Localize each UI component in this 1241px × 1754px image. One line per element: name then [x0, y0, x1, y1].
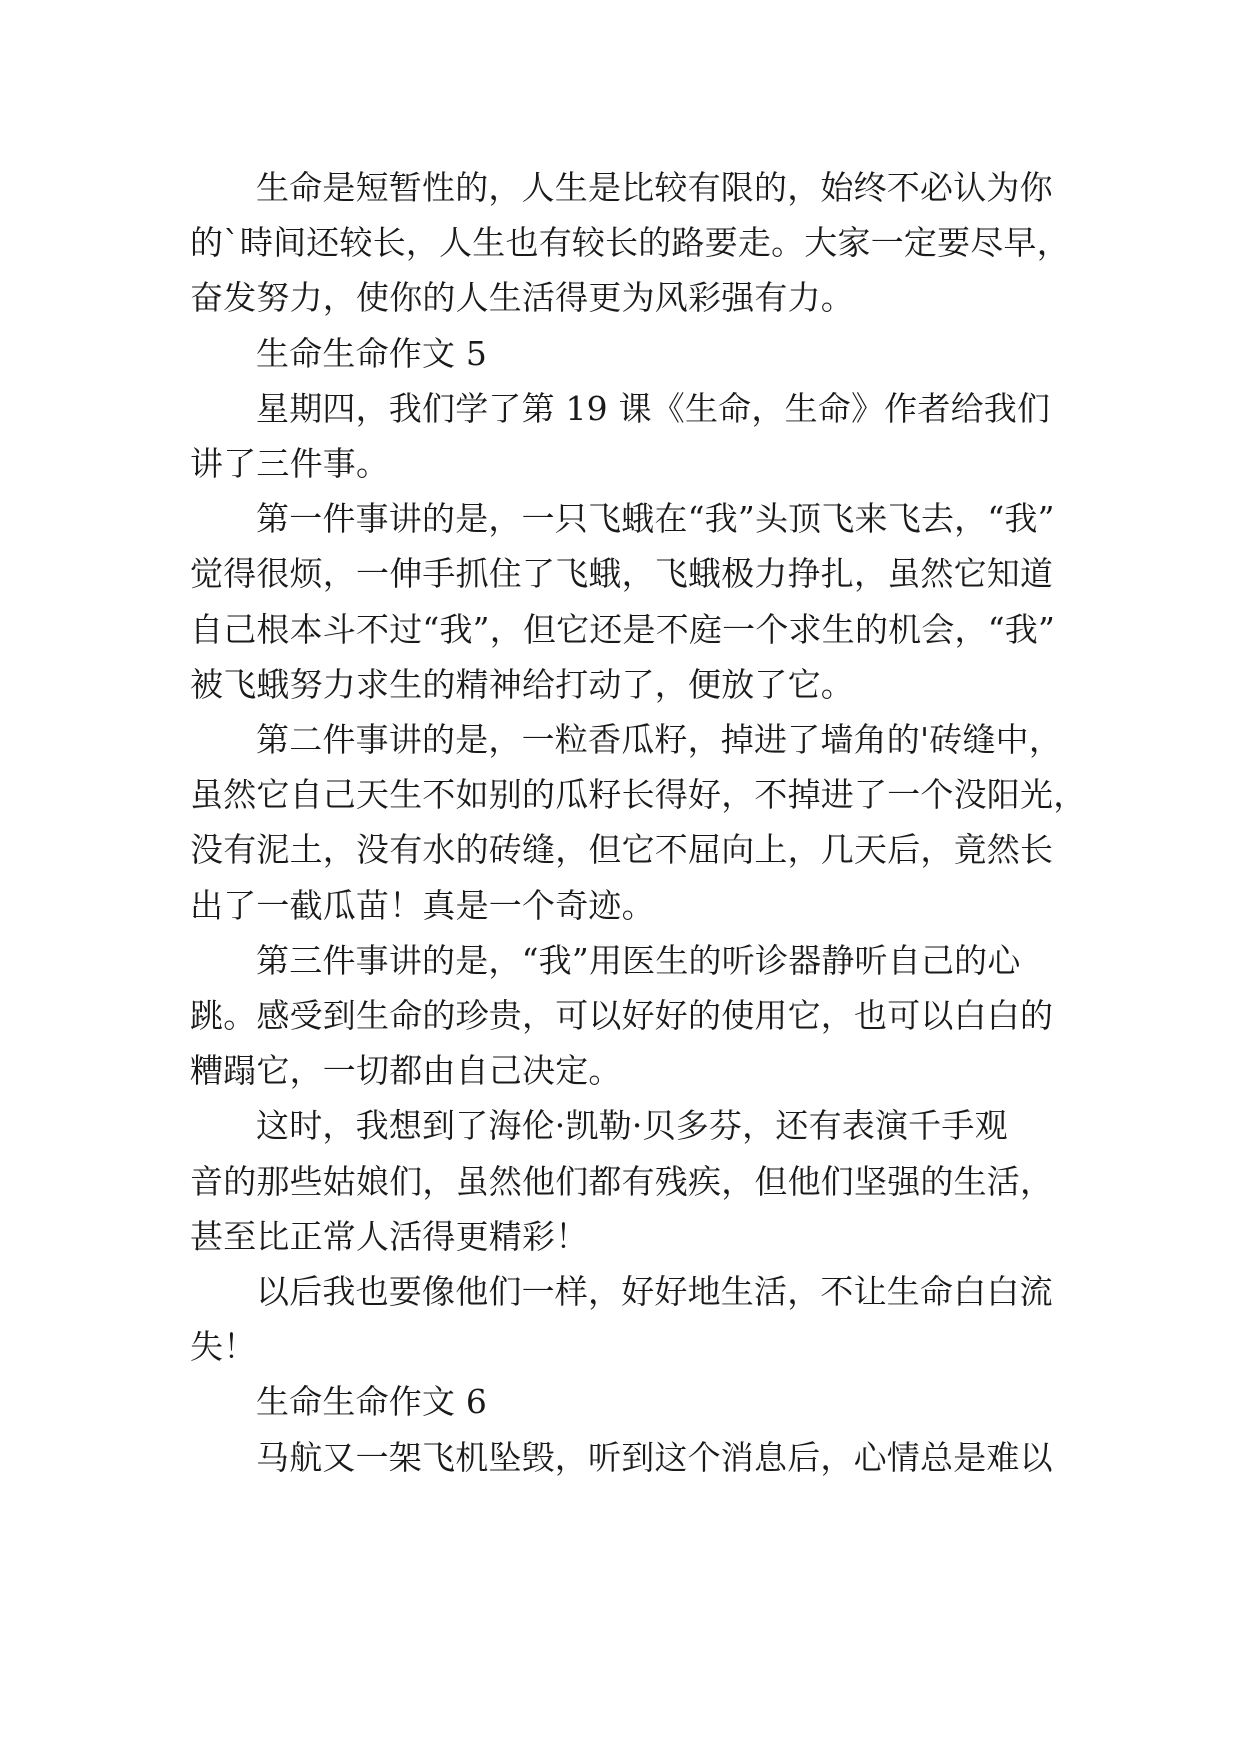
text-line: 自己根本斗不过“我”，但它还是不庭一个求生的机会，“我” [190, 609, 1056, 649]
paragraph [190, 1098, 1054, 1264]
text-line: 讲了三件事。 [190, 444, 390, 484]
text-line: 这时，我想到了海伦·凯勒·贝多芬，还有表演千手观 [256, 1106, 1008, 1146]
text-line: 奋发努力，使你的人生活得更为风彩强有力。 [190, 278, 854, 318]
text-line: 失！ [190, 1327, 257, 1367]
text-line: 虽然它自己天生不如别的瓜籽长得好，不掉进了一个没阳光， [190, 775, 1087, 815]
text-line: 甚至比正常人活得更精彩！ [190, 1216, 589, 1256]
text-line: 的`時间还较长，人生也有较长的路要走。大家一定要尽早， [190, 223, 1070, 263]
text-line: 生命是短暂性的，人生是比较有限的，始终不必认为你 [256, 168, 1053, 207]
text-line: 以后我也要像他们一样，好好地生活，不让生命白白流 [256, 1272, 1053, 1312]
text-line: 音的那些姑娘们，虽然他们都有残疾，但他们坚强的生活， [190, 1161, 1054, 1201]
section-heading [190, 326, 1050, 381]
text-line: 糟蹋它，一切都由自己决定。 [190, 1051, 622, 1091]
text-line: 星期四，我们学了第 19 课《生命，生命》作者给我们 [256, 388, 1051, 428]
text-line: 马航又一架飞机坠毁，听到这个消息后，心情总是难以 [256, 1437, 1053, 1477]
heading-text: 生命生命作文 6 [256, 1382, 488, 1422]
paragraph [190, 1264, 1053, 1374]
section-heading [190, 1374, 1050, 1429]
text-line: 觉得很烦，一伸手抓住了飞蛾，飞蛾极力挣扎，虽然它知道 [190, 554, 1054, 594]
paragraph [190, 1430, 1053, 1485]
text-line: 第二件事讲的是，一粒香瓜籽，掉进了墙角的'砖缝中， [256, 720, 1063, 760]
text-line: 第三件事讲的是，“我”用医生的听诊器静听自己的心 [256, 940, 1021, 980]
text-line: 第一件事讲的是，一只飞蛾在“我”头顶飞来飞去，“我” [256, 499, 1055, 539]
paragraph [190, 381, 1050, 491]
document-body [190, 160, 1087, 1485]
text-line: 跳。感受到生命的珍贵，可以好好的使用它，也可以白白的 [190, 996, 1054, 1036]
paragraph [190, 491, 1056, 712]
text-line: 被飞蛾努力求生的精神给打动了，便放了它。 [190, 664, 854, 704]
text-line: 没有泥土，没有水的砖缝，但它不屈向上，几天后，竟然长 [190, 830, 1054, 870]
paragraph [190, 933, 1054, 1099]
paragraph [190, 712, 1087, 933]
paragraph [190, 160, 1070, 326]
text-line: 出了一截瓜苗！真是一个奇迹。 [190, 885, 655, 925]
heading-text: 生命生命作文 5 [256, 333, 488, 373]
